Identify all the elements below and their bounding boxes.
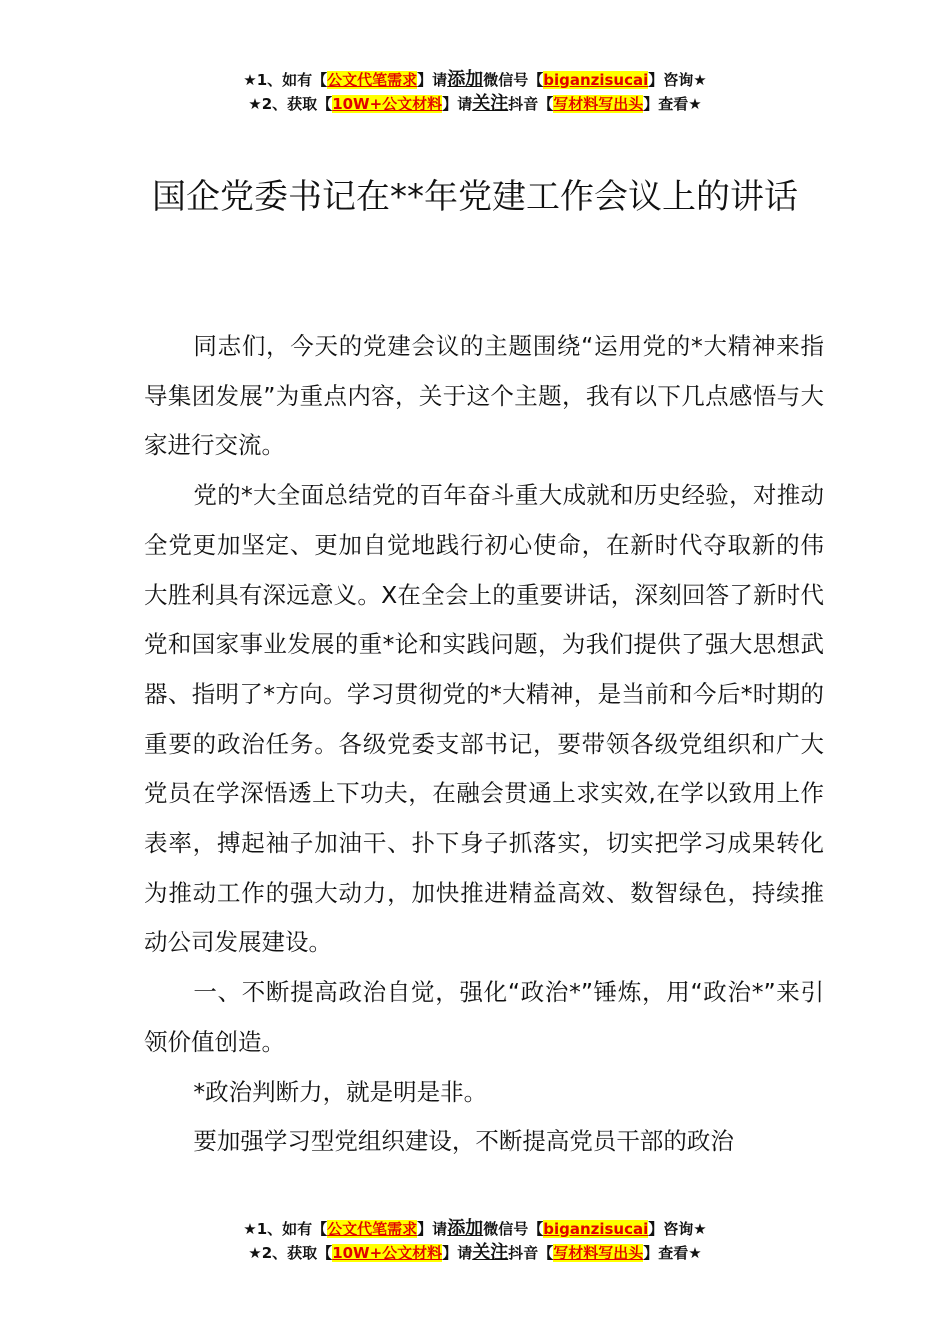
banner-line-1: [0, 68, 950, 92]
text: ★2、获取【: [248, 95, 333, 113]
banner-line-2: [0, 92, 950, 116]
emphasis: 添加: [447, 69, 484, 90]
text: 】咨询★: [648, 71, 707, 89]
paragraph: *政治判断力，就是明是非。: [193, 1077, 488, 1106]
highlight: 10W+公文材料: [332, 95, 443, 113]
header-banner: [0, 68, 950, 116]
text: 微信号【: [483, 71, 544, 89]
wechat-id: biganzisucai: [543, 1220, 649, 1238]
highlight: 公文代笔需求: [327, 1220, 418, 1238]
text: 】请: [442, 95, 473, 113]
emphasis: 关注: [472, 93, 509, 114]
document-title: 国企党委书记在**年党建工作会议上的讲话: [152, 177, 798, 217]
highlight: 公文代笔需求: [327, 71, 418, 89]
emphasis: 添加: [447, 1218, 484, 1239]
text: ★2、获取【: [248, 1244, 333, 1262]
text: 】请: [442, 1244, 473, 1262]
footer-banner: [0, 1217, 950, 1265]
douyin-id: 写材料写出头: [553, 95, 644, 113]
emphasis: 关注: [472, 1242, 509, 1263]
text: 】咨询★: [648, 1220, 707, 1238]
document-body: [144, 322, 824, 1167]
text: 】请: [417, 71, 448, 89]
text: 抖音【: [508, 1244, 554, 1262]
wechat-id: biganzisucai: [543, 71, 649, 89]
text: ★1、如有【: [243, 71, 328, 89]
text: 】查看★: [643, 1244, 702, 1262]
text: 】请: [417, 1220, 448, 1238]
section-heading: 一、不断提高政治自觉，强化“政治*”锤炼，用“政治*”来引领价值创造。: [144, 978, 824, 1056]
paragraph: 党的*大全面总结党的百年奋斗重大成就和历史经验，对推动全党更加坚定、更加自觉地践行初心使命，在新时代夺取新的伟大胜利具有深远意义。X在全会上的重要讲话，深刻回答了新时代党和国家事业发展的重*论和实践问题，为我们提供了强大思想武器、指明了*方向。学习贯彻党的*大精神，是当前和今后*时期的重要的政治任务。各级党委支部书记，要带领各级党组织和广大党员在学深悟透上下功夫，在融会贯通上求实效,在学以致用上作表率，搏起袖子加油干、扑下身子抓落实，切实把学习成果转化为推动工作的强大动力，加快推进精益高效、数智绿色，持续推动公司发展建设。: [144, 481, 824, 957]
paragraph: 同志们，今天的党建会议的主题围绕“运用党的*大精神来指导集团发展”为重点内容，关于这个主题，我有以下几点感悟与大家进行交流。: [144, 332, 824, 460]
banner-line-2: [0, 1241, 950, 1265]
paragraph: 要加强学习型党组织建设，不断提高党员干部的政治: [193, 1127, 734, 1156]
text: 微信号【: [483, 1220, 544, 1238]
banner-line-1: [0, 1217, 950, 1241]
text: 抖音【: [508, 95, 554, 113]
text: ★1、如有【: [243, 1220, 328, 1238]
douyin-id: 写材料写出头: [553, 1244, 644, 1262]
text: 】查看★: [643, 95, 702, 113]
highlight: 10W+公文材料: [332, 1244, 443, 1262]
